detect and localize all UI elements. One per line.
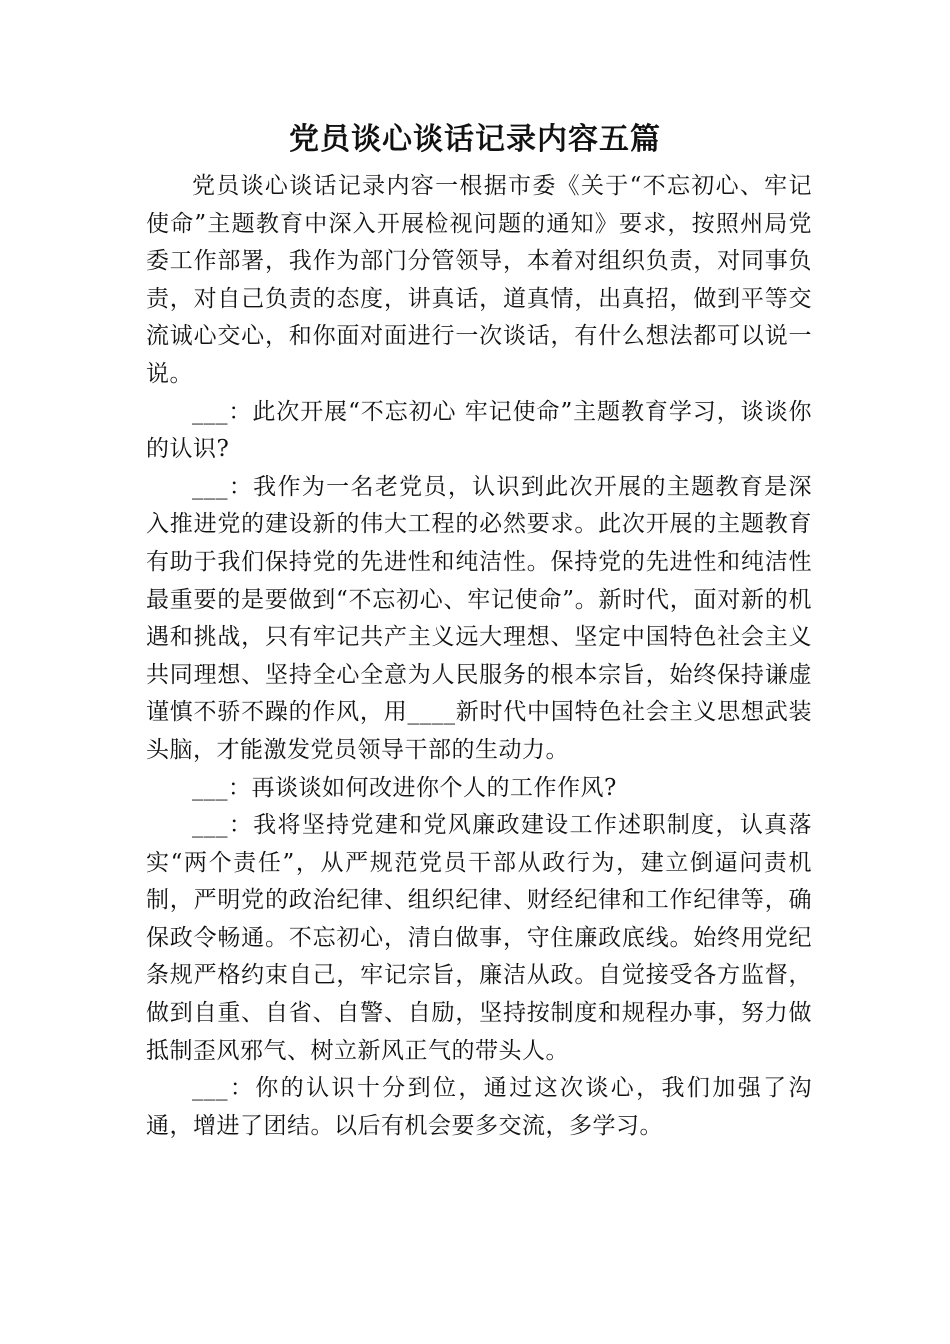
paragraph-intro: 党员谈心谈话记录内容一根据市委《关于“不忘初心、牢记使命”主题教育中深入开展检视问题的通知》要求，按照州局党委工作部署，我作为部门分管领导，本着对组织负责，对同事负责，对自己负责的态度，讲真话，道真情，出真招，做到平等交流诚心交心，和你面对面进行一次谈话，有什么想法都可以说一说。 [146, 173, 812, 387]
document-title: 党员谈心谈话记录内容五篇 [289, 122, 661, 157]
document-body [146, 168, 812, 1145]
paragraph-question-2: ___：再谈谈如何改进你个人的工作作风? [192, 774, 617, 801]
paragraph-closing: ___：你的认识十分到位，通过这次谈心，我们加强了沟通，增进了团结。以后有机会要多交流，多学习。 [146, 1075, 812, 1139]
paragraph-question-1: ___：此次开展“不忘初心 牢记使命”主题教育学习，谈谈你的认识? [146, 398, 812, 463]
paragraph-answer-1: ___：我作为一名老党员，认识到此次开展的主题教育是深入推进党的建设新的伟大工程的必然要求。此次开展的主题教育有助于我们保持党的先进性和纯洁性。保持党的先进性和纯洁性最重要的是要做到“不忘初心、牢记使命”。新时代，面对新的机遇和挑战，只有牢记共产主义远大理想、坚定中国特色社会主义共同理想、坚持全心全意为人民服务的根本宗旨，始终保持谦虚谨慎不骄不躁的作风，用____新时代中国特色社会主义思想武装头脑，才能激发党员领导干部的生动力。 [146, 473, 812, 763]
paragraph-answer-2: ___：我将坚持党建和党风廉政建设工作述职制度，认真落实“两个责任”，从严规范党员干部从政行为，建立倒逼问责机制，严明党的政治纪律、组织纪律、财经纪律和工作纪律等，确保政令畅通。不忘初心，清白做事，守住廉政底线。始终用党纪条规严格约束自己，牢记宗旨，廉洁从政。自觉接受各方监督，做到自重、自省、自警、自励，坚持按制度和规程办事，努力做抵制歪风邪气、树立新风正气的带头人。 [146, 812, 812, 1064]
